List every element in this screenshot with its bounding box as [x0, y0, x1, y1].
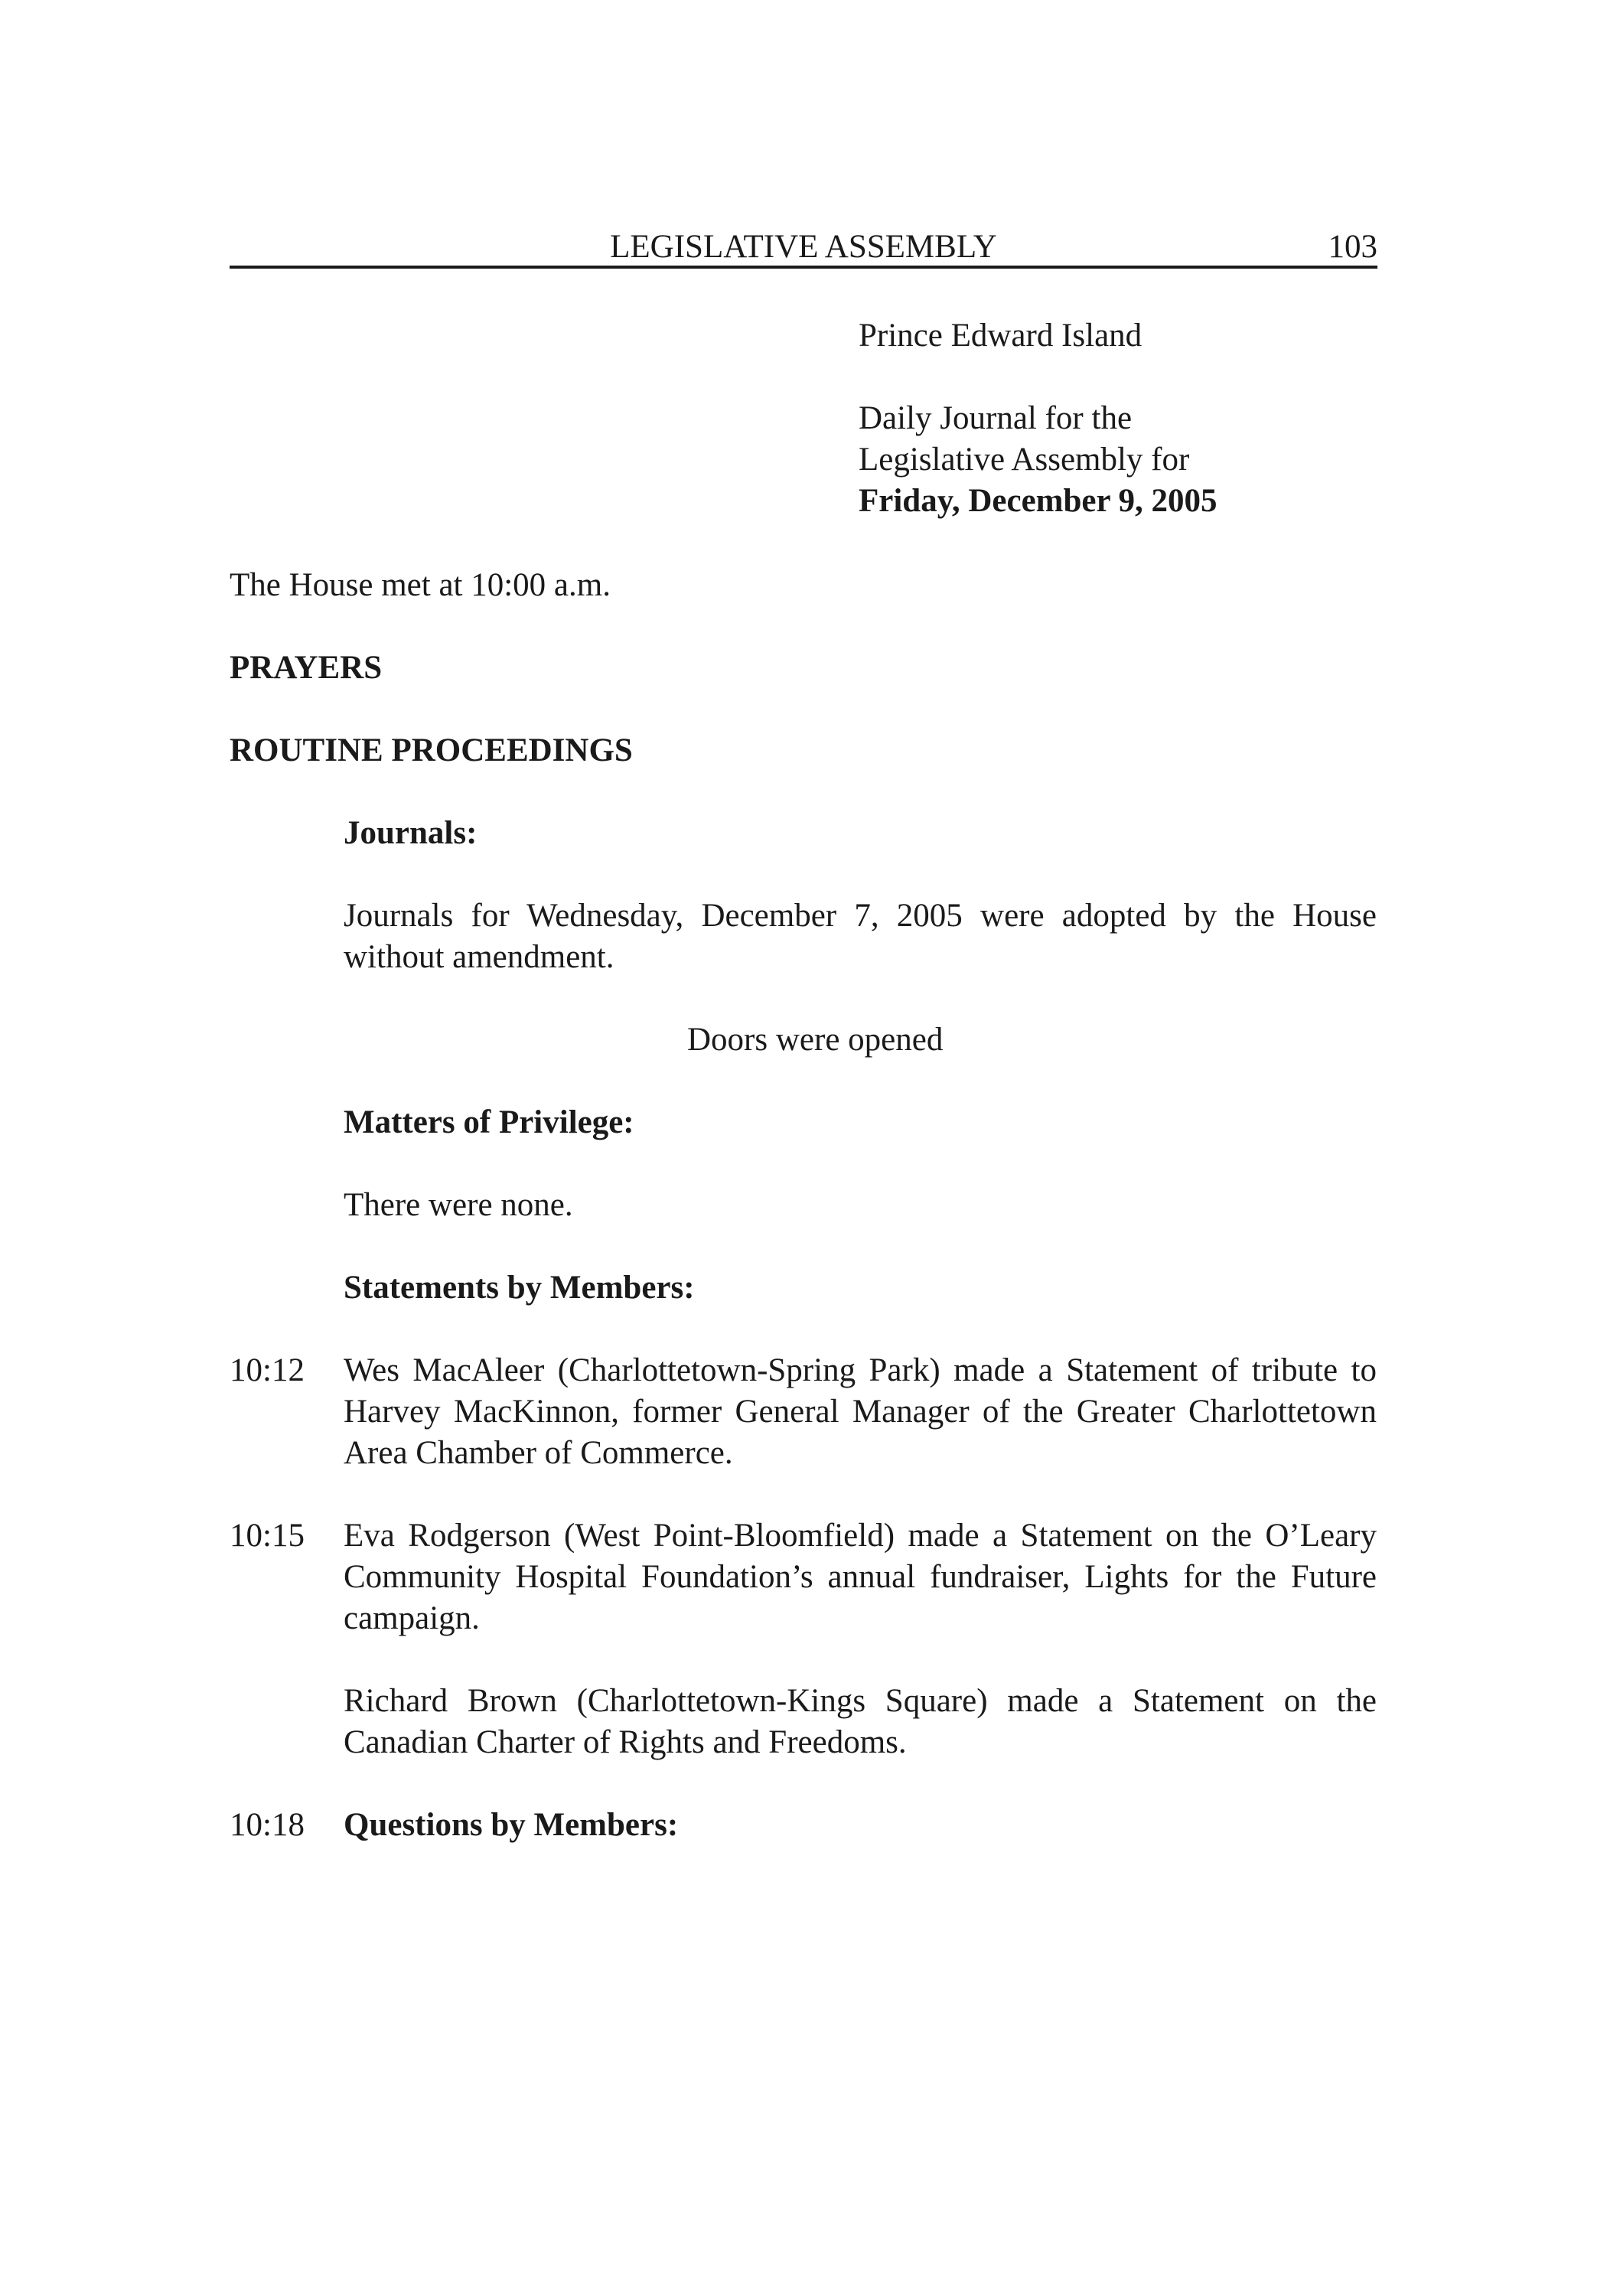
journals-text [344, 895, 1377, 978]
journals-text-line-2: without amendment. [344, 939, 614, 975]
statement-line: campaign. [344, 1600, 480, 1636]
statement-line: Area Chamber of Commerce. [344, 1435, 733, 1471]
journal-title-line-1: Daily Journal for the [859, 400, 1133, 436]
page-number: 103 [1328, 229, 1377, 265]
journals-text-line-1: Journals for Wednesday, December 7, 2005 were adopted by the House [344, 898, 1377, 934]
running-head-title: LEGISLATIVE ASSEMBLY [610, 229, 997, 265]
statement-entry [344, 1681, 1377, 1763]
statement-entry [344, 1515, 1377, 1639]
journals-heading: Journals: [344, 815, 478, 851]
journal-title-line-2: Legislative Assembly for [859, 442, 1190, 478]
opening-line: The House met at 10:00 a.m. [230, 567, 611, 603]
questions-time: 10:18 [230, 1807, 305, 1843]
statement-line: Harvey MacKinnon, former General Manager of the Greater Charlottetown [344, 1394, 1377, 1430]
privilege-heading: Matters of Privilege: [344, 1104, 634, 1140]
statement-entry [344, 1350, 1377, 1474]
privilege-text: There were none. [344, 1187, 573, 1223]
questions-heading: Questions by Members: [344, 1807, 679, 1843]
statement-time: 10:15 [230, 1518, 305, 1554]
statements-heading: Statements by Members: [344, 1270, 695, 1306]
journal-date: Friday, December 9, 2005 [859, 483, 1217, 519]
statement-line: Community Hospital Foundation’s annual fundraiser, Lights for the Future [344, 1559, 1377, 1595]
doors-opened: Doors were opened [687, 1022, 944, 1058]
routine-proceedings-heading: ROUTINE PROCEEDINGS [230, 732, 633, 768]
statement-line: Eva Rodgerson (West Point-Bloomfield) made a Statement on the O’Leary [344, 1518, 1377, 1554]
prayers-heading: PRAYERS [230, 650, 383, 686]
statement-line: Wes MacAleer (Charlottetown-Spring Park) made a Statement of tribute to [344, 1352, 1377, 1388]
journal-title-block [859, 315, 1348, 522]
statement-time: 10:12 [230, 1352, 305, 1388]
statement-line: Richard Brown (Charlottetown-Kings Square) made a Statement on the [344, 1683, 1377, 1719]
header-rule [230, 266, 1377, 269]
statement-line: Canadian Charter of Rights and Freedoms. [344, 1724, 907, 1760]
province-name: Prince Edward Island [859, 318, 1143, 354]
